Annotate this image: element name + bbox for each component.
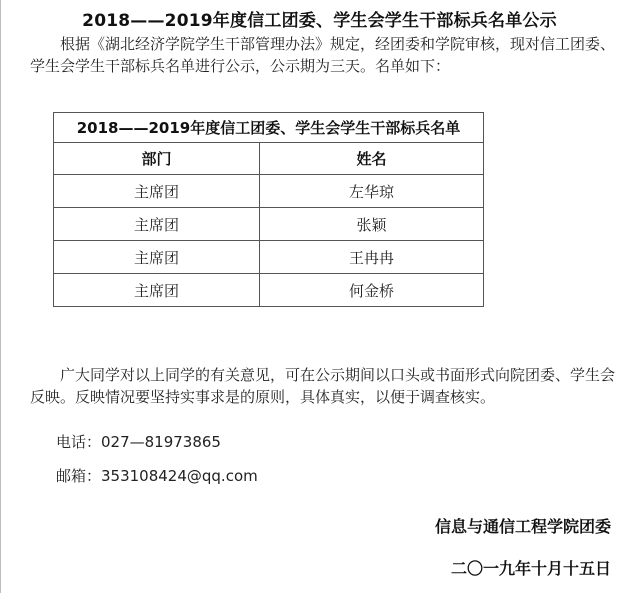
department-cell: 主席团: [54, 274, 260, 307]
table-caption-row: [54, 113, 484, 143]
header-department: 部门: [54, 143, 260, 175]
table-row: [54, 175, 484, 208]
signature-organization: 信息与通信工程学院团委: [434, 517, 611, 536]
name-cell: 张颖: [260, 208, 484, 241]
contact-phone: 电话：027—81973865: [56, 433, 221, 451]
header-name: 姓名: [260, 143, 484, 175]
table-row: [54, 241, 484, 274]
name-cell: 何金桥: [260, 274, 484, 307]
document-title: 2018——2019年度信工团委、学生会学生干部标兵名单公示: [82, 11, 557, 31]
table-row: [54, 208, 484, 241]
nominee-table: [53, 112, 484, 307]
intro-paragraph: 根据《湖北经济学院学生干部管理办法》规定，经团委和学院审核，现对信工团委、学生会学生干部标兵名单进行公示，公示期为三天。名单如下：: [30, 35, 616, 75]
left-border: [0, 0, 1, 593]
department-cell: 主席团: [54, 175, 260, 208]
table-header-row: [54, 143, 484, 175]
name-cell: 王冉冉: [260, 241, 484, 274]
contact-email: 邮箱：353108424@qq.com: [56, 467, 258, 485]
department-cell: 主席团: [54, 241, 260, 274]
name-cell: 左华琼: [260, 175, 484, 208]
table-caption: 2018——2019年度信工团委、学生会学生干部标兵名单: [54, 113, 484, 143]
table-row: [54, 274, 484, 307]
signature-date: 二〇一九年十月十五日: [450, 559, 611, 578]
department-cell: 主席团: [54, 208, 260, 241]
feedback-paragraph: 广大同学对以上同学的有关意见，可在公示期间以口头或书面形式向院团委、学生会反映。反映情况要坚持实事求是的原则，具体真实，以便于调查核实。: [30, 366, 616, 406]
